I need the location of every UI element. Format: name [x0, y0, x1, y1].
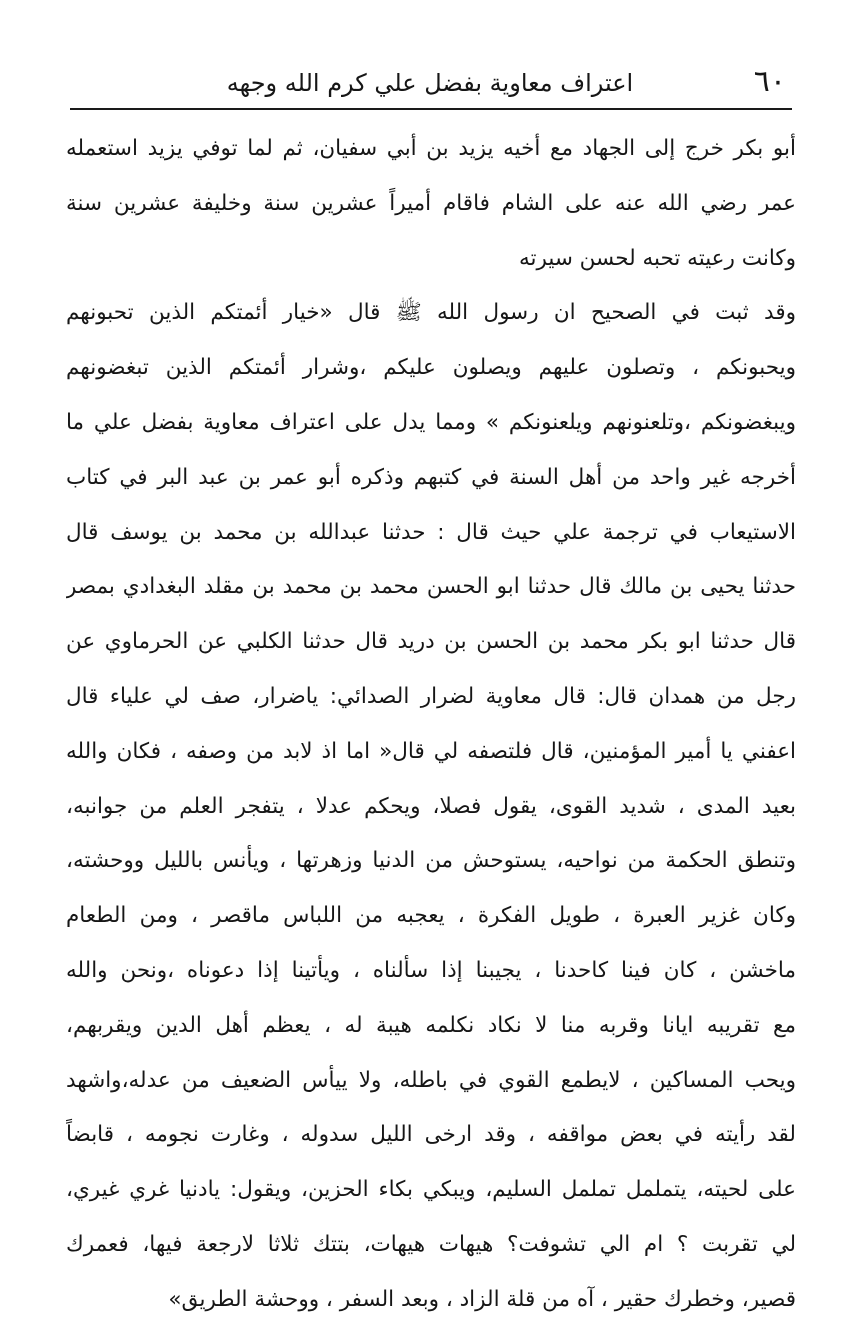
page-header	[70, 62, 790, 104]
paragraph	[66, 889, 796, 1327]
text-line: على لحيته، يتململ تململ السليم، ويبكي بكاء الحزين، ويقول: يادنيا غري غيري،	[66, 1177, 796, 1203]
text-line: وكانت رعيته تحبه لحسن سيرته	[518, 245, 796, 271]
text-line: ويبغضونكم ،وتلعنونهم ويلعنونكم » ومما يدل على اعتراف معاوية بفضل علي ما	[66, 409, 796, 435]
text-line: حدثنا يحيى بن مالك قال حدثنا ابو الحسن محمد بن محمد بن مقلد البغدادي بمصر	[66, 574, 796, 600]
text-line: رجل من همدان قال: قال معاوية لضرار الصدائي: ياضرار، صف لي علياء قال	[66, 683, 796, 709]
page-number: ٦٠	[753, 64, 786, 99]
text-line: قال حدثنا ابو بكر محمد بن الحسن بن دريد قال حدثنا الكلبي عن الحرماوي عن	[66, 629, 796, 655]
text-line: اعفني يا أمير المؤمنين، قال فلتصفه لي قال« اما اذ لابد من وصفه ، فكان والله	[66, 738, 796, 764]
paragraph	[66, 286, 796, 889]
text-line: وتنطق الحكمة من نواحيه، يستوحش من الدنيا وزهرتها ، ويأنس بالليل ووحشته،	[66, 848, 796, 874]
text-line: أخرجه غير واحد من أهل السنة في كتبهم وذكره أبو عمر بن عبد البر في كتاب	[66, 464, 796, 490]
paragraph	[66, 122, 796, 286]
text-line: ماخشن ، كان فينا كاحدنا ، يجيبنا إذا سألناه ، ويأتينا إذا دعوناه ،ونحن والله	[66, 957, 796, 983]
text-line: قصير، وخطرك حقير ، آه من قلة الزاد ، وبعد السفر ، ووحشة الطريق»	[168, 1286, 796, 1312]
text-line: مع تقريبه ايانا وقربه منا لا نكاد نكلمه هيبة له ، يعظم أهل الدين ويقربهم،	[66, 1012, 796, 1038]
text-line: ويحبونكم ، وتصلون عليهم ويصلون عليكم ،وشرار أئمتكم الذين تبغضونهم	[66, 355, 796, 381]
text-line: الاستيعاب في ترجمة علي حيث قال : حدثنا عبدالله بن محمد بن يوسف قال	[66, 519, 796, 545]
body-text	[66, 122, 796, 1328]
text-line: وكان غزير العبرة ، طويل الفكرة ، يعجبه من اللباس ماقصر ، ومن الطعام	[66, 903, 796, 929]
running-title: اعتراف معاوية بفضل علي كرم الله وجهه	[226, 69, 634, 97]
text-line: لي تقربت ؟ ام الي تشوفت؟ هيهات هيهات، بتتك ثلاثا لارجعة فيها، فعمرك	[66, 1231, 796, 1257]
text-line: لقد رأيته في بعض مواقفه ، وقد ارخى الليل سدوله ، وغارت نجومه ، قابضاً	[66, 1122, 796, 1148]
text-line: بعيد المدى ، شديد القوى، يقول فصلا، ويحكم عدلا ، يتفجر العلم من جوانبه،	[66, 793, 796, 819]
text-line: ويحب المساكين ، لايطمع القوي في باطله، ولا ييأس الضعيف من عدله،واشهد	[66, 1067, 796, 1093]
text-line: وقد ثبت في الصحيح ان رسول الله ﷺ قال «خيار أئمتكم الذين تحبونهم	[66, 300, 796, 326]
text-line: أبو بكر خرج إلى الجهاد مع أخيه يزيد بن أبي سفيان، ثم لما توفي يزيد استعمله	[66, 136, 796, 161]
text-line: عمر رضي الله عنه على الشام فاقام أميراً عشرين سنة وخليفة عشرين سنة	[66, 190, 796, 216]
header-rule	[70, 108, 792, 110]
